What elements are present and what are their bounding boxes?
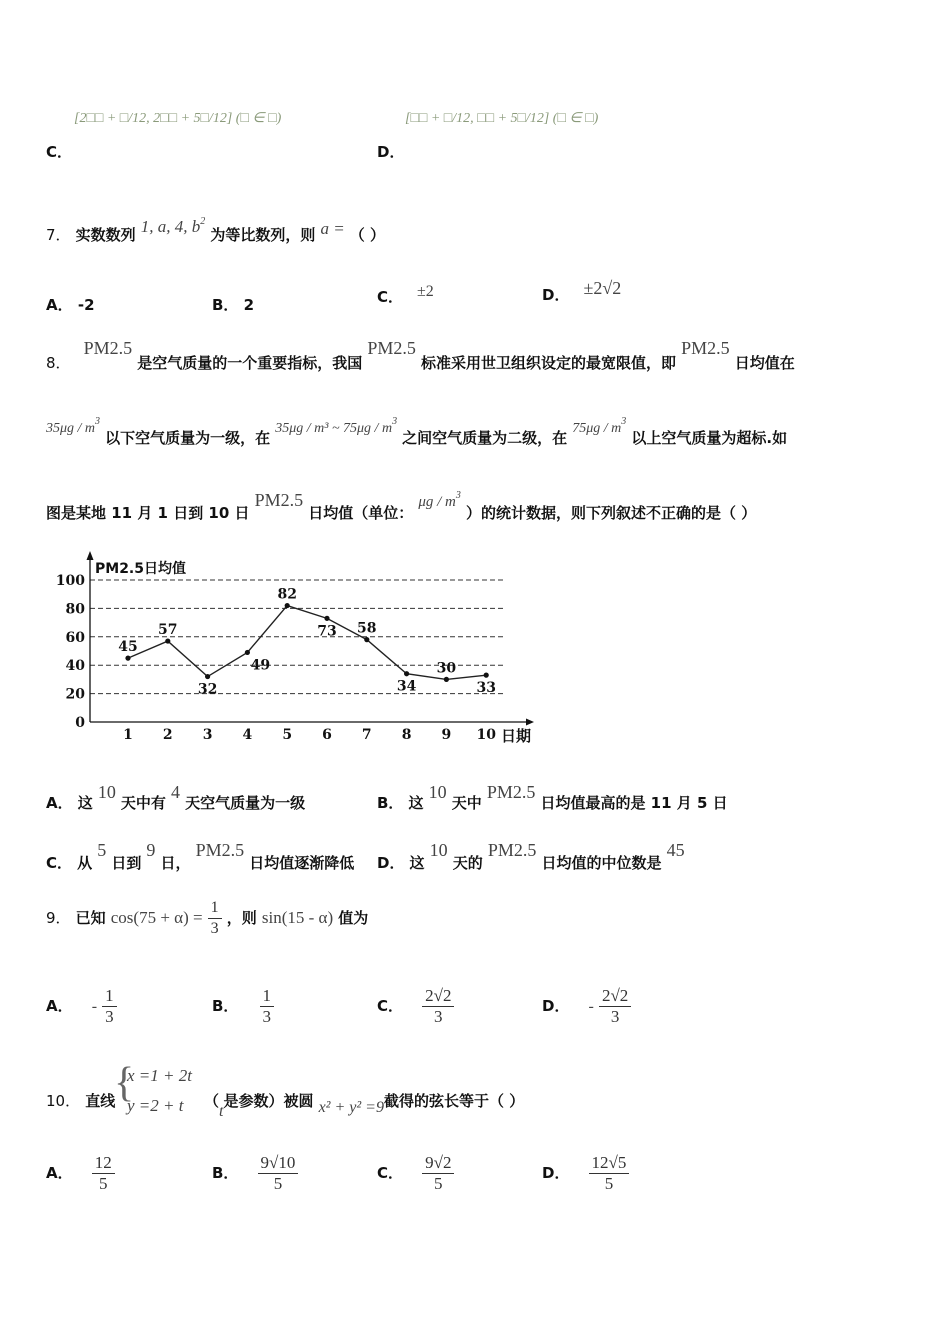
- q8-pm25-2: PM2.5: [367, 338, 416, 358]
- data-label: 33: [476, 680, 496, 697]
- q10-option-d: D． $\frac{12√5}{5}$: [542, 1153, 629, 1194]
- x-tick-label: 2: [162, 727, 173, 743]
- q10-number: 10．: [46, 1092, 81, 1110]
- x-tick-label: 4: [242, 727, 253, 743]
- data-point: [125, 656, 130, 661]
- q8-value-range: 35μg / m³ ~ $75\mu g / m^3$: [275, 416, 398, 436]
- q8-text-1: 是空气质量的一个重要指标，我国: [137, 354, 363, 372]
- y-tick-labels: [56, 573, 85, 731]
- q8-text-8: 日均值（单位：: [308, 504, 414, 522]
- data-label: 58: [357, 620, 377, 637]
- data-label: 30: [436, 660, 457, 677]
- data-point: [444, 677, 449, 682]
- chart-axes: [87, 551, 535, 726]
- q8-option-d: D． 这 10 天的 PM2.5 日均值的中位数是 45: [377, 840, 685, 872]
- data-point: [245, 650, 250, 655]
- y-tick-label: 20: [65, 686, 85, 703]
- q6-option-d-formula: [□□ + □/12, □□ + 5□/12] (□ ∈ □): [405, 111, 599, 126]
- q8-value-35: $35\mu g / m^3$: [46, 416, 101, 436]
- q9-option-c-fraction: $\frac{2√2}{3}$: [422, 986, 454, 1027]
- y-axis-arrow: [87, 551, 94, 560]
- data-points: [125, 603, 488, 682]
- y-tick-label: 40: [65, 658, 85, 675]
- q10-circle: x² + y² =9: [318, 1099, 384, 1116]
- chart-title: PM2.5日均值: [95, 561, 186, 577]
- data-label: 57: [158, 622, 178, 639]
- data-label: 49: [250, 657, 271, 674]
- q8-number: 8．: [46, 354, 71, 372]
- q7-sequence: 1, a, 4, $b^2$: [140, 216, 206, 236]
- y-tick-label: 80: [65, 601, 85, 618]
- q9-text-3: 值为: [338, 909, 369, 927]
- q10-system-brace: {: [114, 1060, 135, 1106]
- q9-option-b: B． $\frac{1}{3}$: [212, 986, 274, 1027]
- chart-grid: [90, 580, 506, 697]
- q9-number: 9．: [46, 909, 71, 927]
- y-tick-label: 60: [65, 629, 85, 646]
- data-label: 73: [317, 623, 337, 640]
- q8-text-5: 之间空气质量为二级，在: [402, 429, 568, 447]
- q8-pm25-4: PM2.5: [254, 490, 304, 510]
- q8-text-2: 标准采用世卫组织设定的最宽限值，即: [420, 354, 676, 372]
- q7-option-c: C． ±2: [377, 283, 434, 306]
- q8-text-9: ）的统计数据，则下列叙述不正确的是（ ）: [465, 504, 757, 522]
- data-label: 82: [277, 586, 297, 603]
- q10-option-d-fraction: $\frac{12√5}{5}$: [589, 1153, 630, 1194]
- q6-option-c-formula: [2□□ + □/12, 2□□ + 5□/12] (□ ∈ □): [74, 111, 282, 126]
- x-tick-label: 8: [401, 727, 412, 743]
- x-axis-arrow: [526, 719, 534, 726]
- q8-line-1: [46, 338, 795, 372]
- q10-option-a: A． $\frac{12}{5}$: [46, 1153, 115, 1194]
- q8-option-c: C． 从 5 日到 9 日， PM2.5 日均值逐渐降低: [46, 840, 355, 872]
- pm25-line-chart: [40, 548, 550, 748]
- x-tick-label: 6: [322, 727, 332, 743]
- q9-text: 已知: [75, 909, 106, 927]
- q7-text: 实数数列: [75, 226, 136, 244]
- x-axis-label: 日期: [501, 727, 532, 745]
- x-tick-label: 9: [441, 727, 452, 743]
- data-point: [404, 671, 409, 676]
- q10-option-c: C． $\frac{9√2}{5}$: [377, 1153, 454, 1194]
- q8-line-3: [46, 490, 757, 522]
- x-tick-labels: [123, 727, 496, 743]
- q8-option-b: B． 这 10 天中 PM2.5 日均值最高的是 11 月 5 日: [377, 782, 728, 812]
- q8-text-7: 图是某地 11 月 1 日到 10 日: [46, 504, 250, 522]
- q7-stem: [46, 216, 386, 245]
- q7-option-d: D． ±2√2: [542, 278, 622, 304]
- q6-option-d-label: D．: [377, 143, 405, 161]
- q10-option-b: B． $\frac{9√10}{5}$: [212, 1153, 298, 1194]
- q6-option-c-label: C．: [46, 143, 73, 161]
- q10-equation-y: y =2 + t: [127, 1096, 184, 1115]
- data-point: [324, 616, 329, 621]
- q9-given-fraction: $\frac{1}{3}$: [208, 898, 222, 939]
- q9-option-a-fraction: $\frac{1}{3}$: [102, 986, 117, 1027]
- q8-pm25: PM2.5: [83, 338, 133, 358]
- q10-text: 直线: [85, 1092, 116, 1110]
- q9-option-d-fraction: $\frac{2√2}{3}$: [599, 986, 631, 1027]
- q8-text-3: 日均值在: [734, 354, 795, 372]
- x-tick-label: 10: [476, 727, 496, 743]
- q8-pm25-3: PM2.5: [681, 338, 730, 358]
- q7-number: 7．: [46, 226, 71, 244]
- q9-option-b-fraction: $\frac{1}{3}$: [260, 986, 275, 1027]
- x-tick-label: 3: [202, 727, 213, 743]
- q9-target: sin(15 - α): [261, 908, 334, 927]
- q9-option-d: D． - $\frac{2√2}{3}$: [542, 986, 631, 1027]
- q9-stem: [46, 898, 368, 939]
- data-label: 45: [118, 639, 138, 656]
- q9-option-c: C． $\frac{2√2}{3}$: [377, 986, 454, 1027]
- q9-text-2: ，则: [226, 909, 257, 927]
- q10-param-t: t: [219, 1103, 224, 1120]
- q7-option-b: B． 2: [212, 296, 255, 314]
- x-tick-label: 7: [361, 727, 372, 743]
- q7-option-a: A． -2: [46, 296, 95, 314]
- q10-stem-rest: （t是参数）被圆 x² + y² =9截得的弦长等于（ ）: [204, 1092, 525, 1120]
- q8-text-4: 以下空气质量为一级，在: [105, 429, 271, 447]
- series-line: [128, 606, 486, 680]
- data-point: [285, 603, 290, 608]
- x-tick-label: 5: [282, 727, 293, 743]
- data-label: 34: [396, 678, 417, 695]
- q8-line-2: [46, 416, 788, 447]
- data-point: [364, 637, 369, 642]
- y-tick-label: 0: [75, 715, 85, 731]
- q7-text-2: 为等比数列，则: [210, 226, 316, 244]
- q9-option-a: A． - $\frac{1}{3}$: [46, 986, 117, 1027]
- q10-option-c-fraction: $\frac{9√2}{5}$: [422, 1153, 454, 1194]
- data-point: [484, 673, 489, 678]
- q8-unit: μg / $m^3$: [418, 490, 461, 510]
- data-labels: [118, 587, 496, 698]
- q10-equation-x: x =1 + 2t: [127, 1066, 192, 1085]
- q7-variable: a =: [320, 219, 345, 238]
- x-tick-label: 1: [123, 727, 133, 743]
- q7-paren: （ ）: [349, 226, 386, 244]
- data-label: 32: [197, 681, 218, 698]
- q8-option-a: A． 这 10 天中有 4 天空气质量为一级: [46, 782, 306, 812]
- q10-option-a-fraction: $\frac{12}{5}$: [92, 1153, 115, 1194]
- q10-number-row: [46, 1090, 115, 1111]
- q8-value-75: $75\mu g / m^3$: [572, 416, 627, 436]
- data-point: [165, 638, 170, 643]
- q9-given: cos(75 + α) =: [110, 908, 203, 927]
- y-tick-label: 100: [55, 573, 85, 589]
- data-point: [205, 674, 210, 679]
- q10-option-b-fraction: $\frac{9√10}{5}$: [258, 1153, 299, 1194]
- q8-text-6: 以上空气质量为超标.如: [631, 429, 788, 447]
